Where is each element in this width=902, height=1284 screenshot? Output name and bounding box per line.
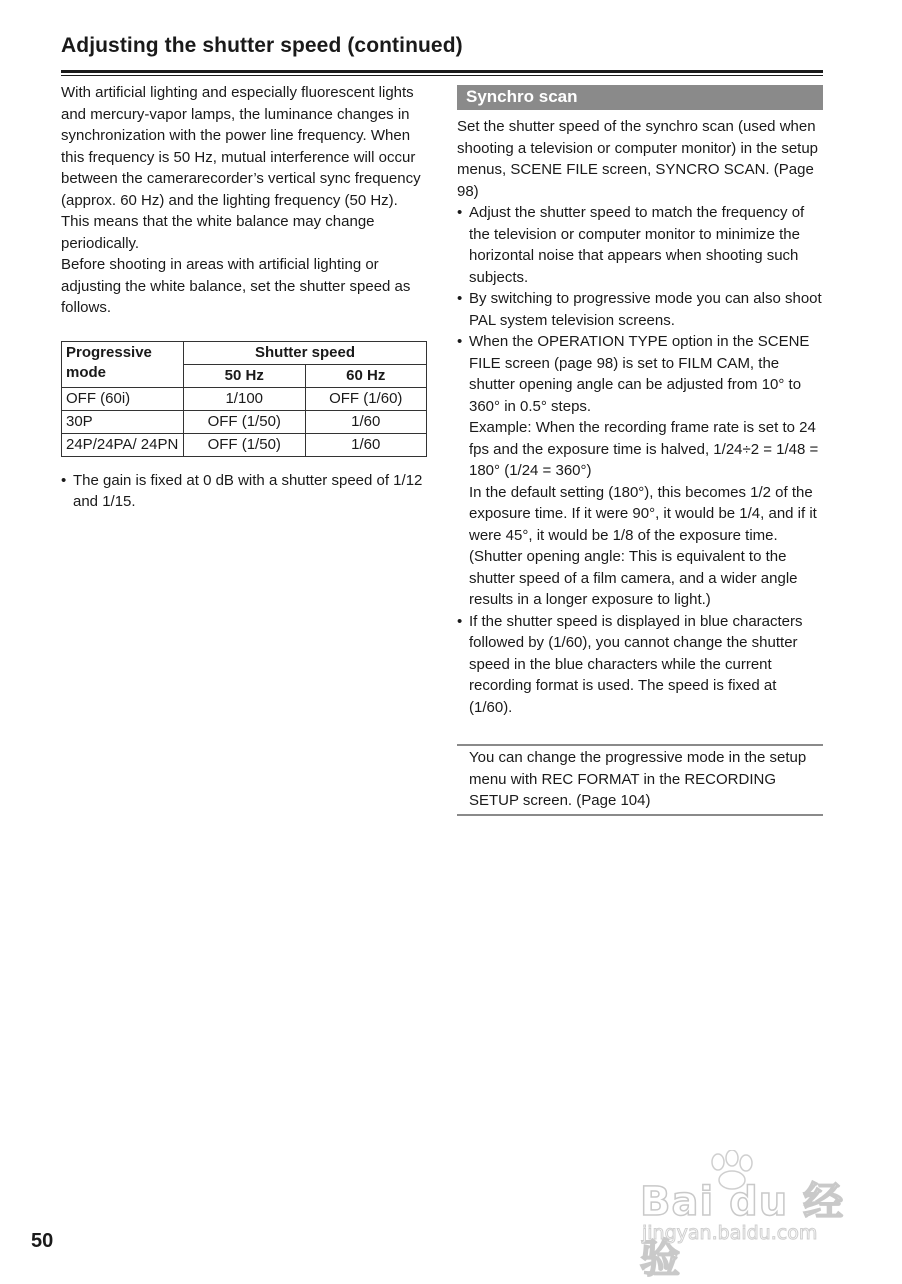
bullet-item: • If the shutter speed is displayed in blue characters followed by (1/60), you cannot change the shutter speed in the blue characters while the current recording format is used. The speed is fixed at (1/60). <box>457 611 823 719</box>
table-header-60hz: 60 Hz <box>305 364 427 387</box>
title-rule-thin <box>61 75 823 76</box>
section-title-synchro-scan: Synchro scan <box>457 85 823 110</box>
table-cell-50hz: 1/100 <box>184 387 306 410</box>
title-rule <box>61 70 823 73</box>
right-column <box>457 85 823 816</box>
bullet-example: Example: When the recording frame rate is set to 24 fps and the exposure time is halved, 1/24÷2 = 1/48 = 180° (1/24 = 360°) <box>469 419 819 479</box>
table-cell-60hz: 1/60 <box>305 410 427 433</box>
table-cell-mode: OFF (60i) <box>62 387 184 410</box>
instruction-paragraph: Before shooting in areas with artificial lighting or adjusting the white balance, set the shutter speed as follows. <box>61 256 411 316</box>
bullet-item: • By switching to progressive mode you can also shoot PAL system television screens. <box>457 288 823 331</box>
table-cell-mode: 24P/24PA/ 24PN <box>62 433 184 456</box>
bullet-text: • When the OPERATION TYPE option in the SCENE FILE screen (page 98) is set to FILM CAM, the shutter opening angle can be adjusted from 10° to 360° in 0.5° steps. <box>469 333 810 415</box>
table-row <box>62 410 427 433</box>
synchro-scan-bullets <box>457 202 823 718</box>
bullet-default: In the default setting (180°), this becomes 1/2 of the exposure time. If it were 90°, it would be 1/4, and if it were 45°, it would be 1/8 of the exposure time. <box>469 483 817 544</box>
table-header-50hz: 50 Hz <box>184 364 306 387</box>
table-cell-50hz: OFF (1/50) <box>184 410 306 433</box>
page-number: 50 <box>31 1230 54 1252</box>
gain-note-item: • The gain is fixed at 0 dB with a shutter speed of 1/12 and 1/15. <box>61 470 427 513</box>
table-row <box>62 433 427 456</box>
shutter-speed-table <box>61 341 427 457</box>
bullet-parenthetical: (Shutter opening angle: This is equivalent to the shutter speed of a film camera, and a wider angle results in a longer exposure to light.) <box>469 548 798 608</box>
table-header-mode: Progressive mode <box>62 341 184 387</box>
table-cell-60hz: 1/60 <box>305 433 427 456</box>
synchro-scan-intro: Set the shutter speed of the synchro scan (used when shooting a television or computer monitor) in the setup menus, SCENE FILE screen, SYNCRO SCAN. (Page 98) <box>457 118 819 200</box>
table-header-shutter-speed: Shutter speed <box>184 341 427 364</box>
bullet-item: • Adjust the shutter speed to match the frequency of the television or computer monitor to minimize the horizontal noise that appears when shooting such subjects. <box>457 202 823 288</box>
note-box: You can change the progressive mode in the setup menu with REC FORMAT in the RECORDING SETUP screen. (Page 104) <box>457 744 823 816</box>
table-cell-50hz: OFF (1/50) <box>184 433 306 456</box>
intro-paragraph: With artificial lighting and especially fluorescent lights and mercury-vapor lamps, the luminance changes in synchronization with the power line frequency. When this frequency is 50 Hz, mutual interference will occur between the camerarecorder’s vertical sync frequency (approx. 60 Hz) and the lighting frequency (50 Hz). This means that the white balance may change periodically. <box>61 84 421 252</box>
watermark-url: jingyan.baidu.com <box>642 1222 818 1244</box>
left-column <box>61 82 427 513</box>
page-title: Adjusting the shutter speed (continued) <box>61 34 463 57</box>
watermark-brand: Bai du 经验 <box>640 1179 845 1282</box>
watermark-logo <box>640 1150 855 1282</box>
table-row <box>62 387 427 410</box>
bullet-item <box>457 331 823 611</box>
table-cell-mode: 30P <box>62 410 184 433</box>
table-cell-60hz: OFF (1/60) <box>305 387 427 410</box>
gain-note <box>61 470 427 513</box>
